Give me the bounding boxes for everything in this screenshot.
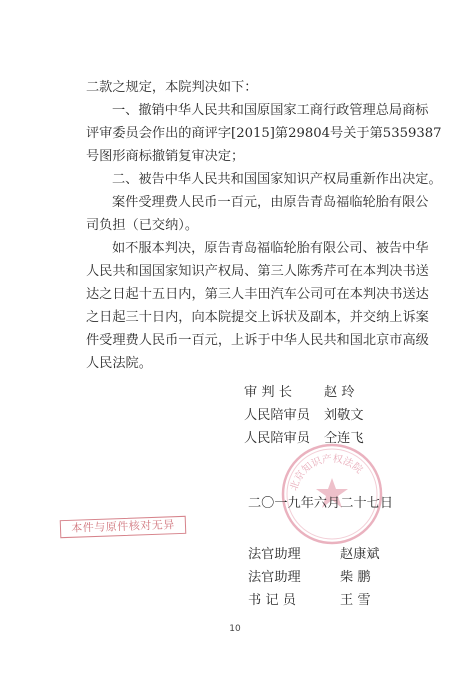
signatory-name: 柴 鹏 <box>340 570 371 585</box>
text-line: 评审委员会作出的商评字[2015]第29804号关于第5359387 <box>86 126 442 141</box>
signatory-name: 仝连飞 <box>324 431 364 446</box>
text-line: 人民法院。 <box>86 356 152 371</box>
para-ruling-2 <box>86 168 442 191</box>
text-line: 案件受理费人民币一百元，由原告青岛福临轮胎有限公 <box>112 195 429 210</box>
signatory-row <box>248 566 400 586</box>
signatory-name: 刘敬文 <box>324 408 364 423</box>
text-line: 达之日起十五日内，第三人丰田汽车公司可在本判决书送达 <box>86 287 429 302</box>
text-line: 件受理费人民币一百元，上诉于中华人民共和国北京市高级 <box>86 333 429 348</box>
para-ruling-1 <box>86 99 442 168</box>
text-line: 人民共和国国家知识产权局、第三人陈秀芹可在本判决书送 <box>86 264 429 279</box>
text-line: 二款之规定，本院判决如下： <box>86 80 258 95</box>
signatory-role: 法官助理 <box>248 547 301 562</box>
signatory-role: 人民陪审员 <box>244 408 310 423</box>
para-appeal <box>86 237 429 375</box>
text-line: 之日起三十日内，向本院提交上诉状及副本，并交纳上诉案 <box>86 310 429 325</box>
signatory-role: 法官助理 <box>248 570 301 585</box>
signatory-role: 书 记 员 <box>248 593 296 608</box>
text-line: 号图形商标撤销复审决定； <box>86 149 245 164</box>
signatory-row <box>244 427 384 447</box>
signatory-row <box>248 543 400 563</box>
seal-text: 北京知识产权法院 <box>288 453 365 493</box>
certified-copy-stamp: 本件与原件核对无异 <box>60 516 187 538</box>
para-preamble <box>86 76 416 99</box>
signatory-role: 人民陪审员 <box>244 431 310 446</box>
signatory-role: 审 判 长 <box>244 385 292 400</box>
signatory-name: 赵康斌 <box>340 547 380 562</box>
signatory-row <box>244 404 384 424</box>
para-fee <box>86 191 429 237</box>
text-line: 一、撤销中华人民共和国原国家工商行政管理总局商标 <box>112 103 429 118</box>
signatory-row <box>248 589 400 609</box>
signatory-row <box>244 381 384 401</box>
signatory-name: 赵 玲 <box>324 385 355 400</box>
text-line: 二、被告中华人民共和国国家知识产权局重新作出决定。 <box>112 172 442 187</box>
page-number: 10 <box>229 624 241 634</box>
signatory-name: 王 雪 <box>340 593 371 608</box>
text-line: 如不服本判决，原告青岛福临轮胎有限公司、被告中华 <box>112 241 429 256</box>
text-line: 司负担（已交纳）。 <box>86 218 199 233</box>
judgment-date: 二〇一九年六月二十七日 <box>248 496 394 511</box>
